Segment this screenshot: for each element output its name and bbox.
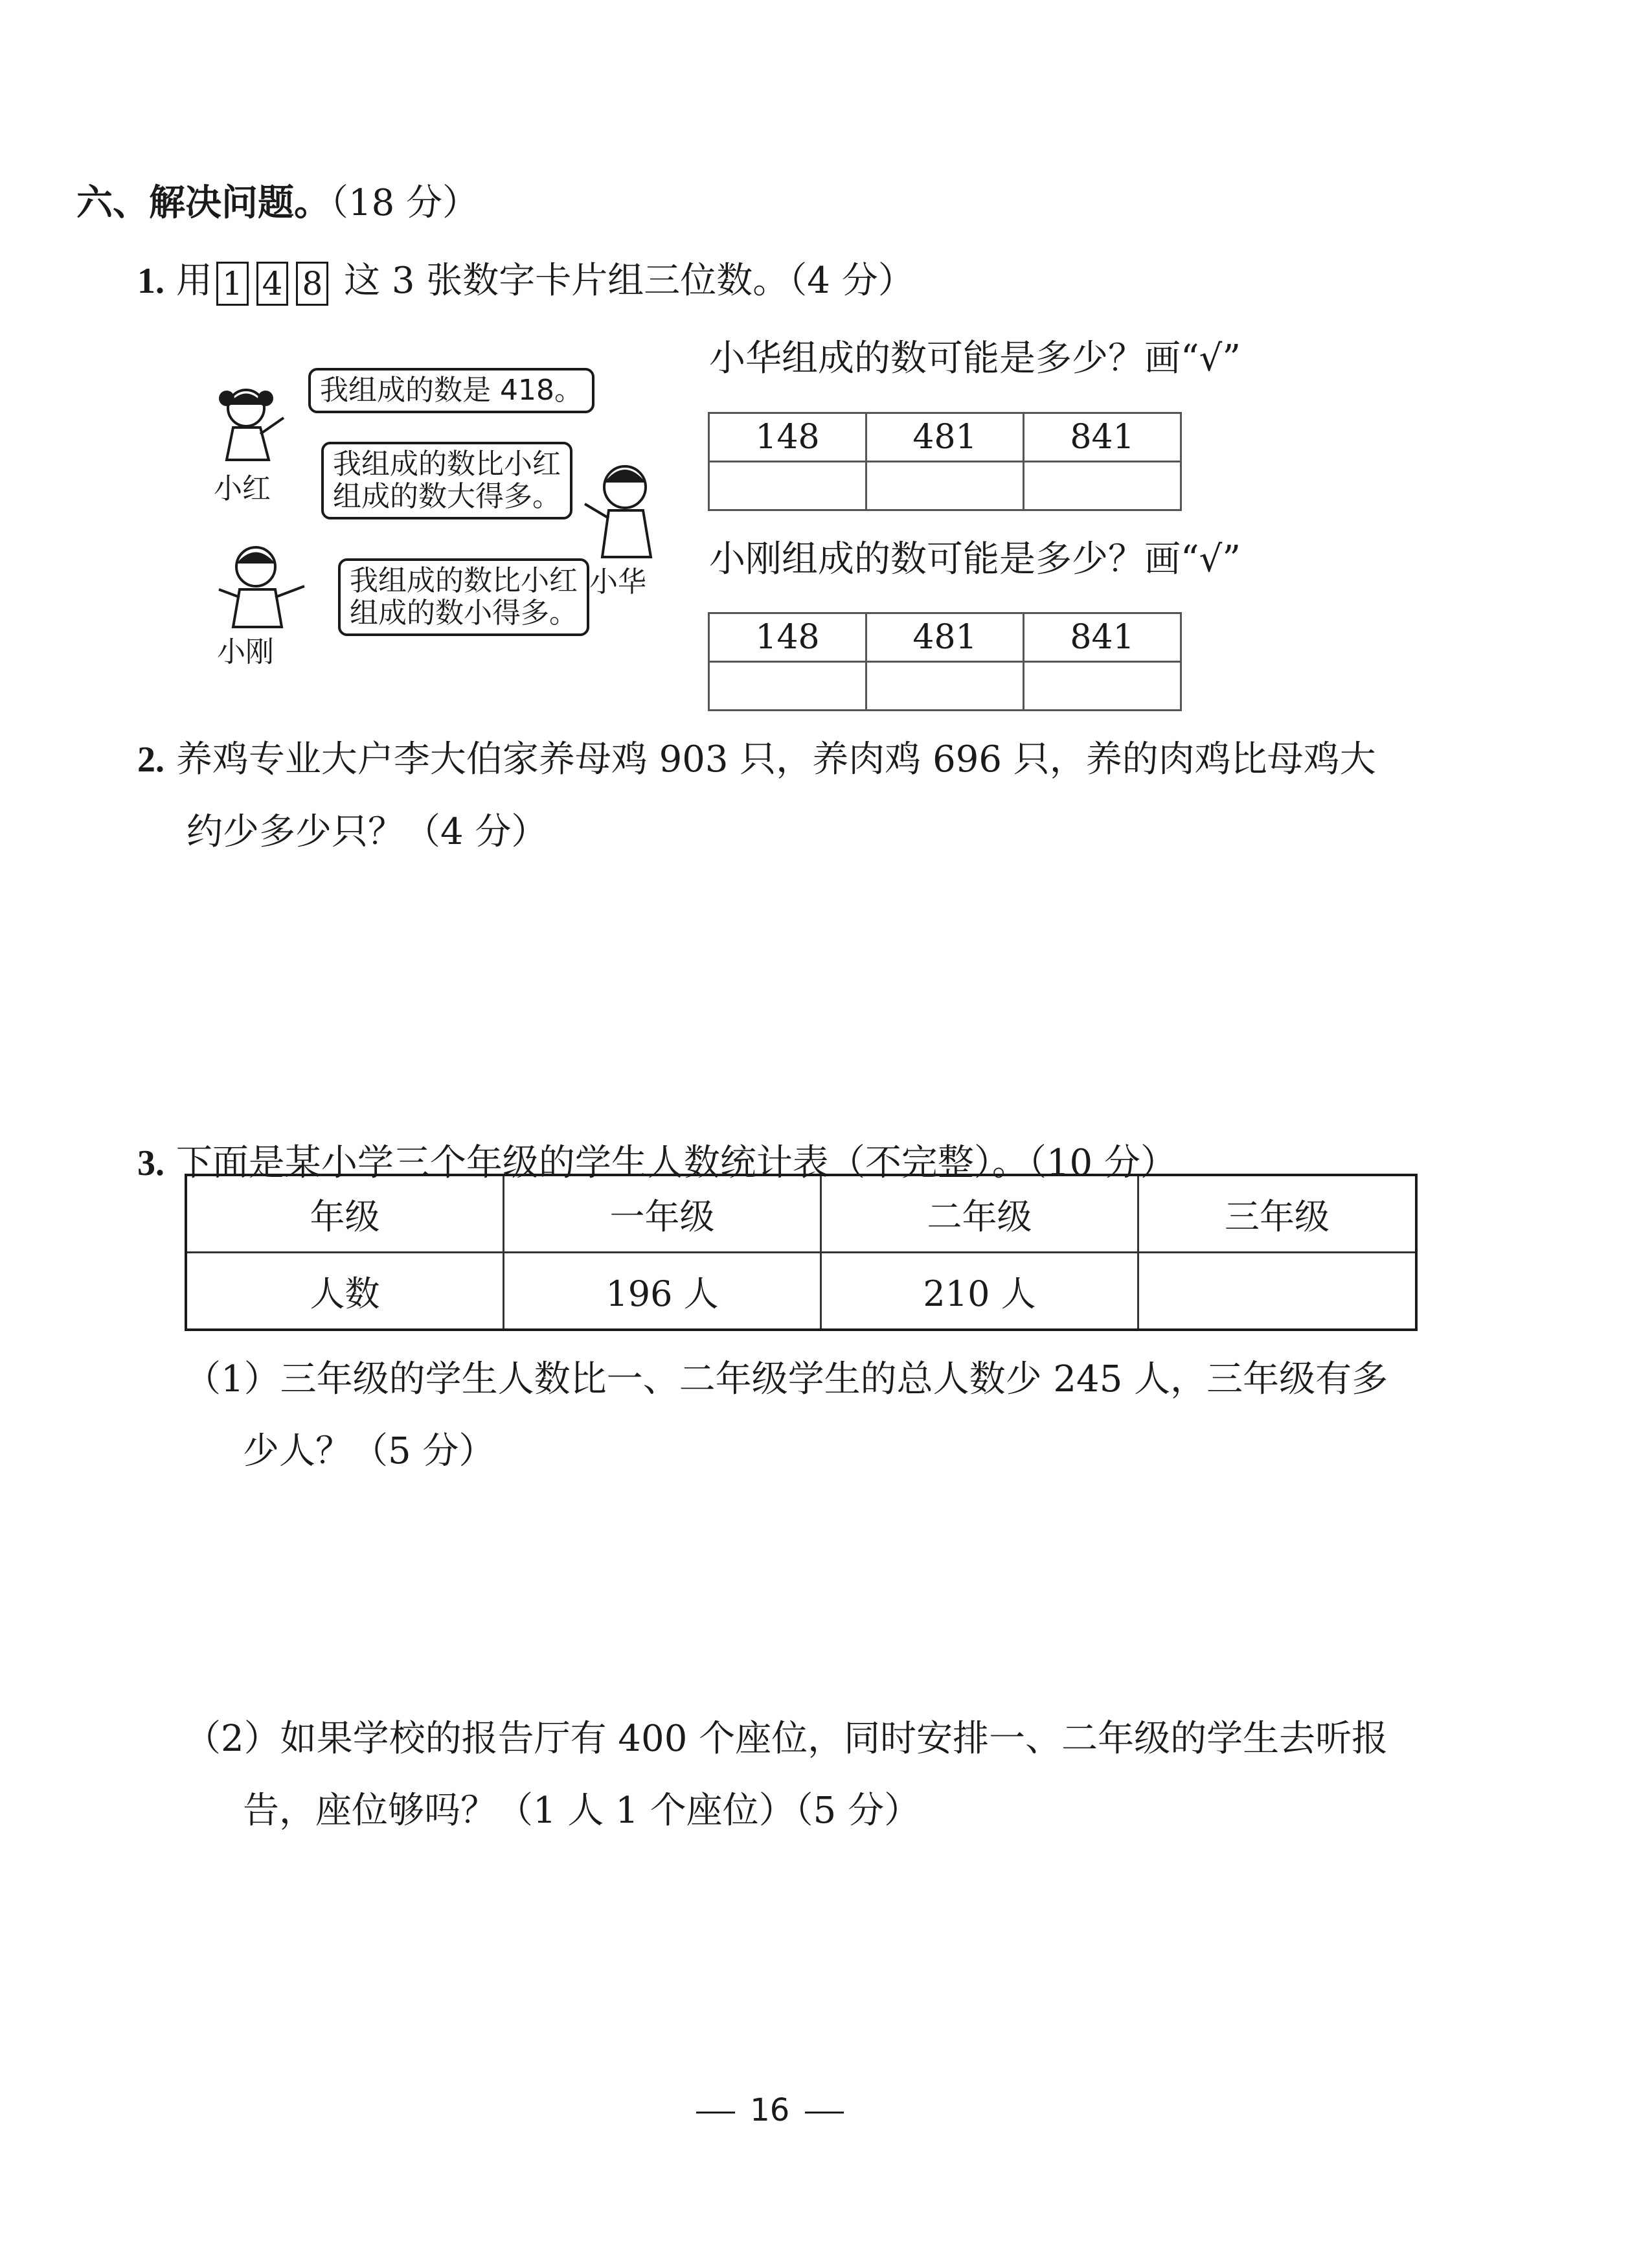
xiaogang-option-841: 841 [1024, 613, 1181, 662]
section-score: （18 分） [330, 182, 479, 224]
xiaohong-speech: 我组成的数是 418。 [320, 374, 583, 407]
page-footer [696, 2092, 844, 2128]
xiaohua-check-cell-841[interactable] [1024, 462, 1181, 510]
question-1-stem [137, 259, 914, 306]
grade-students-table [185, 1174, 1418, 1331]
count-grade-1: 196 人 [504, 1253, 821, 1330]
xiaogang-check-cell-481[interactable] [866, 662, 1024, 711]
question-2-line2: 约少多少只？（4 分） [187, 811, 548, 853]
digit-card-4: 4 [256, 262, 289, 306]
xiaogang-speech-bubble [338, 558, 589, 636]
xiaohua-option-148: 148 [709, 413, 866, 462]
xiaogang-check-cell-148[interactable] [709, 662, 866, 711]
prompt-xiaohua: 小华组成的数可能是多少？画“√” [709, 337, 1241, 380]
question-2-number: 2. [137, 740, 164, 780]
table-row-count [186, 1253, 1416, 1330]
xiaogang-option-481: 481 [866, 613, 1024, 662]
header-grade-1: 一年级 [504, 1175, 821, 1253]
sub-question-1-answer-space[interactable] [243, 1490, 1409, 1697]
xiaohua-option-481: 481 [866, 413, 1024, 462]
digit-card-8: 8 [296, 262, 328, 306]
digit-card-1: 1 [216, 262, 249, 306]
xiaohua-speech-line1: 我组成的数比小红 [333, 448, 561, 481]
question-1-text-before: 用 [175, 260, 212, 302]
sub-question-1-line2: 少人？（5 分） [243, 1430, 495, 1472]
xiaohong-illustration [207, 379, 291, 463]
sub-question-1-line1: （1）三年级的学生人数比一、二年级学生的总人数少 245 人，三年级有多 [185, 1358, 1388, 1400]
xiaohua-illustration [580, 453, 664, 560]
page-number: 16 [750, 2092, 790, 2128]
row-label-count: 人数 [186, 1253, 504, 1330]
xiaogang-option-148: 148 [709, 613, 866, 662]
count-grade-2: 210 人 [821, 1253, 1138, 1330]
question-2-answer-space[interactable] [187, 868, 1417, 1075]
section-title-text: 六、解决问题。 [76, 181, 330, 224]
header-grade-2: 二年级 [821, 1175, 1138, 1253]
question-1-number: 1. [137, 261, 164, 301]
question-3-number: 3. [137, 1143, 164, 1183]
xiaogang-answer-table [708, 612, 1182, 711]
sub-question-2-line2: 告，座位够吗？（1 人 1 个座位）（5 分） [243, 1790, 921, 1832]
xiaogang-check-cell-841[interactable] [1024, 662, 1181, 711]
xiaohua-speech-bubble [321, 442, 572, 519]
sub-question-2-answer-space[interactable] [243, 1852, 1409, 2060]
sub-question-2-line1: （2）如果学校的报告厅有 400 个座位，同时安排一、二年级的学生去听报 [185, 1718, 1388, 1760]
xiaohua-check-cell-148[interactable] [709, 462, 866, 510]
xiaohong-name: 小红 [214, 472, 271, 505]
prompt-xiaogang: 小刚组成的数可能是多少？画“√” [709, 538, 1241, 580]
footer-dash-right [805, 2112, 844, 2114]
xiaogang-speech-line1: 我组成的数比小红 [350, 564, 578, 597]
header-grade-3: 三年级 [1138, 1175, 1417, 1253]
xiaohua-check-cell-481[interactable] [866, 462, 1024, 510]
section-title [76, 181, 479, 224]
header-grade: 年级 [186, 1175, 504, 1253]
xiaogang-illustration [214, 538, 311, 628]
xiaohong-speech-bubble [308, 368, 594, 413]
question-2-text-line1: 养鸡专业大户李大伯家养母鸡 903 只，养肉鸡 696 只，养的肉鸡比母鸡大 [175, 738, 1376, 780]
question-1-text-after: 这 3 张数字卡片组三位数。（4 分） [344, 260, 914, 302]
count-grade-3-blank[interactable] [1138, 1253, 1417, 1330]
xiaogang-speech-line2: 组成的数小得多。 [350, 597, 578, 630]
xiaohua-answer-table [708, 412, 1182, 511]
question-3-text: 下面是某小学三个年级的学生人数统计表（不完整）。（10 分） [175, 1142, 1177, 1184]
table-header-row [186, 1175, 1416, 1253]
xiaohua-name: 小华 [589, 565, 646, 598]
question-2-line1 [137, 738, 1376, 780]
xiaohua-option-841: 841 [1024, 413, 1181, 462]
xiaohua-speech-line2: 组成的数大得多。 [333, 480, 561, 513]
footer-dash-left [696, 2112, 735, 2114]
xiaogang-name: 小刚 [217, 635, 274, 668]
